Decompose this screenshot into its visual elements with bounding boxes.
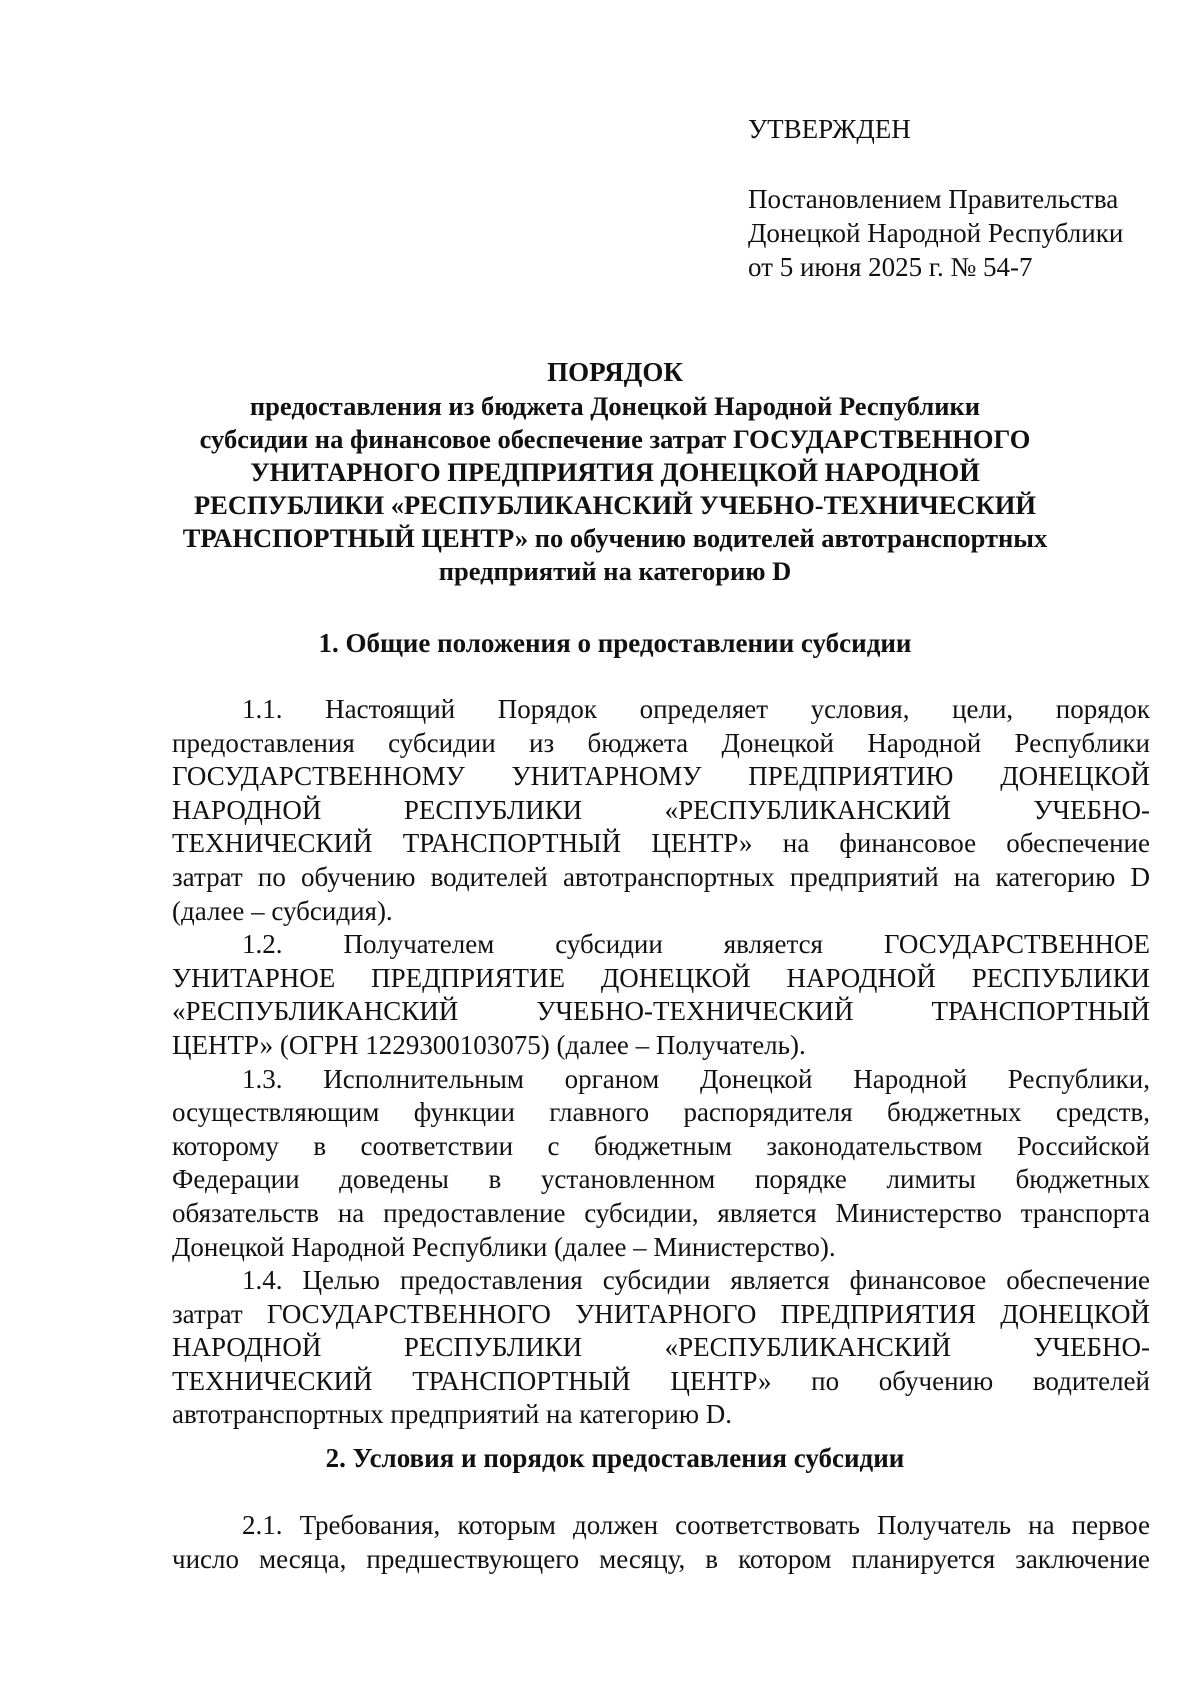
text-line: НАРОДНОЙ РЕСПУБЛИКИ «РЕСПУБЛИКАНСКИЙ УЧЕБНО- [172, 1332, 1150, 1363]
text-line: автотранспортных предприятий на категорию D. [172, 1399, 732, 1430]
paragraph-2-1 [172, 1509, 1150, 1576]
title-line: РЕСПУБЛИКИ «РЕСПУБЛИКАНСКИЙ УЧЕБНО-ТЕХНИЧЕСКИЙ [194, 490, 1036, 520]
text-line: предоставления субсидии из бюджета Донецкой Народной Республики [172, 727, 1150, 758]
text-line: Федерации доведены в установленном порядке лимиты бюджетных [172, 1164, 1150, 1195]
text-line: (далее – субсидия). [172, 895, 393, 926]
text-line: ЦЕНТР» (ОГРН 1229300103075) (далее – Получатель). [172, 1029, 806, 1060]
section-2-body [172, 1509, 1150, 1576]
text-line: 1.4. Целью предоставления субсидии является финансовое обеспечение [242, 1265, 1150, 1296]
title-line: предприятий на категорию D [438, 556, 792, 586]
text-line: «РЕСПУБЛИКАНСКИЙ УЧЕБНО-ТЕХНИЧЕСКИЙ ТРАНСПОРТНЫЙ [172, 996, 1150, 1027]
text-line: 1.3. Исполнительным органом Донецкой Народной Республики, [242, 1063, 1150, 1094]
title-line: ТРАНСПОРТНЫЙ ЦЕНТР» по обучению водителей автотранспортных [182, 523, 1048, 553]
document-title [150, 356, 1080, 588]
text-line: НАРОДНОЙ РЕСПУБЛИКИ «РЕСПУБЛИКАНСКИЙ УЧЕБНО- [172, 794, 1150, 825]
section-1-body [172, 693, 1150, 1432]
approval-line: от 5 июня 2025 г. № 54-7 [748, 252, 1033, 282]
text-line: затрат ГОСУДАРСТВЕННОГО УНИТАРНОГО ПРЕДПРИЯТИЯ ДОНЕЦКОЙ [172, 1298, 1150, 1329]
text-line: 1.1. Настоящий Порядок определяет условия, цели, порядок [242, 694, 1150, 724]
text-line: Донецкой Народной Республики (далее – Министерство). [172, 1231, 836, 1262]
paragraph-1-2 [172, 928, 1150, 1062]
approval-line: Донецкой Народной Республики [748, 218, 1124, 248]
text-line: затрат по обучению водителей автотранспортных предприятий на категорию D [172, 861, 1150, 892]
text-line: осуществляющим функции главного распорядителя бюджетных средств, [172, 1097, 1150, 1128]
text-line: ТЕХНИЧЕСКИЙ ТРАНСПОРТНЫЙ ЦЕНТР» на финансовое обеспечение [172, 828, 1150, 859]
paragraph-1-1 [172, 693, 1150, 928]
section-2-heading: 2. Условия и порядок предоставления субсидии [325, 1443, 905, 1473]
text-line: УНИТАРНОЕ ПРЕДПРИЯТИЕ ДОНЕЦКОЙ НАРОДНОЙ РЕСПУБЛИКИ [172, 962, 1150, 993]
text-line: ТЕХНИЧЕСКИЙ ТРАНСПОРТНЫЙ ЦЕНТР» по обучению водителей [172, 1365, 1150, 1396]
title-main: ПОРЯДОК [547, 357, 683, 387]
paragraph-1-4 [172, 1264, 1150, 1432]
text-line: обязательств на предоставление субсидии, является Министерство транспорта [172, 1197, 1150, 1228]
text-line: ГОСУДАРСТВЕННОМУ УНИТАРНОМУ ПРЕДПРИЯТИЮ ДОНЕЦКОЙ [172, 761, 1150, 792]
text-line: которому в соответствии с бюджетным законодательством Российской [172, 1130, 1150, 1161]
approval-line: Постановлением Правительства [748, 184, 1119, 214]
text-line: 1.2. Получателем субсидии является ГОСУДАРСТВЕННОЕ [242, 929, 1150, 960]
title-line: УНИТАРНОГО ПРЕДПРИЯТИЯ ДОНЕЦКОЙ НАРОДНОЙ [250, 457, 980, 487]
approval-stamp [748, 112, 1168, 284]
approved-label: УТВЕРЖДЕН [748, 114, 911, 144]
title-line: предоставления из бюджета Донецкой Народной Республики [249, 391, 981, 421]
paragraph-1-3 [172, 1063, 1150, 1265]
section-1-heading: 1. Общие положения о предоставлении субсидии [318, 628, 912, 658]
text-line: 2.1. Требования, которым должен соответствовать Получатель на первое [242, 1510, 1150, 1540]
title-line: субсидии на финансовое обеспечение затрат ГОСУДАРСТВЕННОГО [199, 424, 1031, 454]
text-line: число месяца, предшествующего месяцу, в котором планируется заключение [172, 1543, 1150, 1574]
